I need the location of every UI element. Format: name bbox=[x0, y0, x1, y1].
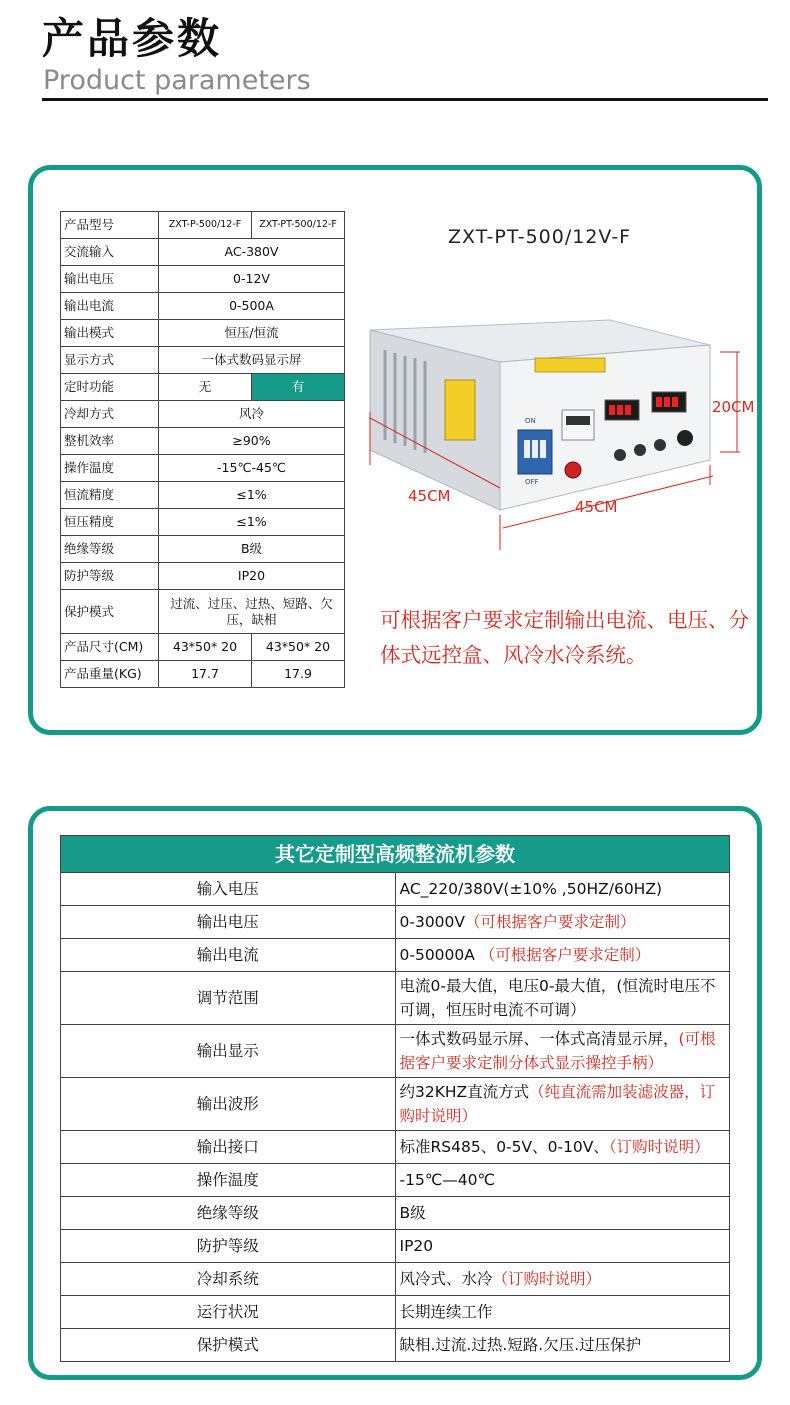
on-label: ON bbox=[525, 417, 536, 425]
cell-value: 过流、过压、过热、短路、欠压，缺相 bbox=[159, 590, 345, 634]
row-value bbox=[395, 939, 730, 972]
row-label: 保护模式 bbox=[61, 590, 159, 634]
row-value bbox=[395, 1078, 730, 1131]
cell-value: 无 bbox=[159, 374, 252, 401]
row-value bbox=[395, 1164, 730, 1197]
row-label: 恒压精度 bbox=[61, 509, 159, 536]
row-label: 保护模式 bbox=[61, 1329, 396, 1362]
table-row bbox=[61, 536, 345, 563]
dim-height: 20CM bbox=[712, 398, 755, 416]
table-row bbox=[61, 1025, 730, 1078]
table-row bbox=[61, 1131, 730, 1164]
row-label: 定时功能 bbox=[61, 374, 159, 401]
row-text: AC_220/380V(±10% ,50HZ/60HZ) bbox=[399, 880, 663, 898]
table-row bbox=[61, 320, 345, 347]
row-label: 显示方式 bbox=[61, 347, 159, 374]
knob-icon bbox=[614, 449, 626, 461]
table-row bbox=[61, 293, 345, 320]
table-row bbox=[61, 939, 730, 972]
table-row bbox=[61, 1230, 730, 1263]
row-label: 绝缘等级 bbox=[61, 1197, 396, 1230]
table-row bbox=[61, 212, 345, 239]
product-model: ZXT-PT-500/12V-F bbox=[448, 226, 632, 248]
row-value bbox=[395, 873, 730, 906]
row-label: 恒流精度 bbox=[61, 482, 159, 509]
row-note: （可根据客户要求定制） bbox=[465, 913, 636, 931]
row-label: 运行状况 bbox=[61, 1296, 396, 1329]
cell-value: IP20 bbox=[159, 563, 345, 590]
row-text: 风冷式、水冷 bbox=[399, 1270, 493, 1288]
row-value bbox=[395, 1329, 730, 1362]
row-label: 整机效率 bbox=[61, 428, 159, 455]
row-note: （订购时说明） bbox=[492, 1270, 602, 1288]
row-note: （订购时说明） bbox=[608, 1138, 710, 1156]
row-label: 交流输入 bbox=[61, 239, 159, 266]
table-row bbox=[61, 563, 345, 590]
table-row bbox=[61, 347, 345, 374]
table-row bbox=[61, 661, 345, 688]
table-row bbox=[61, 873, 730, 906]
cell-value: ≤1% bbox=[159, 509, 345, 536]
custom-table-title: 其它定制型高频整流机参数 bbox=[61, 836, 730, 873]
table-row bbox=[61, 455, 345, 482]
table-row bbox=[61, 1329, 730, 1362]
red-switch-icon bbox=[565, 462, 581, 478]
row-text: 0-50000A bbox=[399, 946, 480, 964]
cell-value: AC-380V bbox=[159, 239, 345, 266]
knob-icon bbox=[677, 430, 693, 446]
row-label: 产品重量(KG) bbox=[61, 661, 159, 688]
row-label: 输出电压 bbox=[61, 906, 396, 939]
row-label: 输出电压 bbox=[61, 266, 159, 293]
row-label: 输出波形 bbox=[61, 1078, 396, 1131]
row-value bbox=[395, 1131, 730, 1164]
row-value bbox=[395, 906, 730, 939]
table-row bbox=[61, 482, 345, 509]
table-row bbox=[61, 239, 345, 266]
table-row bbox=[61, 509, 345, 536]
dim-width: 45CM bbox=[575, 498, 618, 516]
cell-value: ≤1% bbox=[159, 482, 345, 509]
cell-value: 风冷 bbox=[159, 401, 345, 428]
cell-value: 17.9 bbox=[252, 661, 345, 688]
row-value bbox=[395, 1296, 730, 1329]
cell-value: 0-12V bbox=[159, 266, 345, 293]
table-row bbox=[61, 906, 730, 939]
knob-icon bbox=[654, 439, 666, 451]
row-value bbox=[395, 1263, 730, 1296]
dim-depth: 45CM bbox=[408, 487, 451, 505]
row-label: 冷却系统 bbox=[61, 1263, 396, 1296]
row-note: （可根据客户要求定制） bbox=[479, 946, 651, 964]
custom-table bbox=[60, 835, 730, 1362]
cell-value: 恒压/恒流 bbox=[159, 320, 345, 347]
row-label: 绝缘等级 bbox=[61, 536, 159, 563]
cell-value: ≥90% bbox=[159, 428, 345, 455]
row-note: （纯直流需加装滤波器，订购时说明） bbox=[399, 1083, 716, 1125]
row-label: 产品尺寸(CM) bbox=[61, 634, 159, 661]
row-note: (可根据客户要求定制分体式显示操控手柄） bbox=[399, 1030, 716, 1072]
table-header-row bbox=[61, 836, 730, 873]
row-text: B级 bbox=[399, 1204, 426, 1222]
row-text: 0-3000V bbox=[399, 913, 466, 931]
rectifier-machine-image bbox=[365, 300, 765, 560]
row-label: 输入电压 bbox=[61, 873, 396, 906]
row-text: IP20 bbox=[399, 1237, 434, 1255]
row-value bbox=[395, 1230, 730, 1263]
row-text: -15℃—40℃ bbox=[399, 1171, 495, 1189]
header-divider bbox=[42, 98, 768, 101]
table-row bbox=[61, 634, 345, 661]
table-row bbox=[61, 1263, 730, 1296]
row-label: 产品型号 bbox=[61, 212, 159, 239]
off-label: OFF bbox=[525, 478, 539, 486]
table-row bbox=[61, 590, 345, 634]
row-label: 防护等级 bbox=[61, 1230, 396, 1263]
row-text: 标准RS485、0-5V、0-10V、 bbox=[399, 1138, 609, 1156]
page-title: 产品参数 bbox=[42, 14, 223, 63]
row-label: 防护等级 bbox=[61, 563, 159, 590]
row-text: 电流0-最大值，电压0-最大值，(恒流时电压不可调，恒压时电流不可调） bbox=[399, 977, 716, 1019]
cell-value: -15℃-45℃ bbox=[159, 455, 345, 482]
cell-value: B级 bbox=[159, 536, 345, 563]
table-row bbox=[61, 266, 345, 293]
row-label: 操作温度 bbox=[61, 1164, 396, 1197]
table-row bbox=[61, 1078, 730, 1131]
cell-value: 43*50* 20 bbox=[252, 634, 345, 661]
cell-value-highlight: 有 bbox=[252, 374, 345, 401]
row-label: 冷却方式 bbox=[61, 401, 159, 428]
row-label: 输出电流 bbox=[61, 293, 159, 320]
row-label: 输出显示 bbox=[61, 1025, 396, 1078]
table-row bbox=[61, 1197, 730, 1230]
table-row bbox=[61, 972, 730, 1025]
row-text: 约32KHZ直流方式 bbox=[399, 1083, 530, 1101]
cell-value: 一体式数码显示屏 bbox=[159, 347, 345, 374]
row-text: 长期连续工作 bbox=[399, 1303, 493, 1321]
row-label: 输出电流 bbox=[61, 939, 396, 972]
cell-value: 43*50* 20 bbox=[159, 634, 252, 661]
page-subtitle: Product parameters bbox=[43, 65, 311, 96]
row-value bbox=[395, 972, 730, 1025]
row-value bbox=[395, 1197, 730, 1230]
table-row bbox=[61, 1296, 730, 1329]
custom-note: 可根据客户要求定制输出电流、电压、分体式远控盒、风冷水冷系统。 bbox=[380, 608, 749, 667]
row-value bbox=[395, 1025, 730, 1078]
row-label: 操作温度 bbox=[61, 455, 159, 482]
table-row bbox=[61, 401, 345, 428]
row-text: 一体式数码显示屏、一体式高清显示屏， bbox=[399, 1030, 679, 1048]
cell-value: 0-500A bbox=[159, 293, 345, 320]
table-row bbox=[61, 428, 345, 455]
row-text: 缺相.过流.过热.短路.欠压.过压保护 bbox=[399, 1336, 642, 1354]
row-label: 输出接口 bbox=[61, 1131, 396, 1164]
row-label: 调节范围 bbox=[61, 972, 396, 1025]
spec-table bbox=[60, 211, 345, 688]
knob-icon bbox=[634, 444, 646, 456]
table-row bbox=[61, 1164, 730, 1197]
cell-value: ZXT-PT-500/12-F bbox=[252, 212, 345, 239]
cell-value: 17.7 bbox=[159, 661, 252, 688]
table-row bbox=[61, 374, 345, 401]
row-label: 输出模式 bbox=[61, 320, 159, 347]
cell-value: ZXT-P-500/12-F bbox=[159, 212, 252, 239]
warning-label bbox=[445, 380, 475, 440]
